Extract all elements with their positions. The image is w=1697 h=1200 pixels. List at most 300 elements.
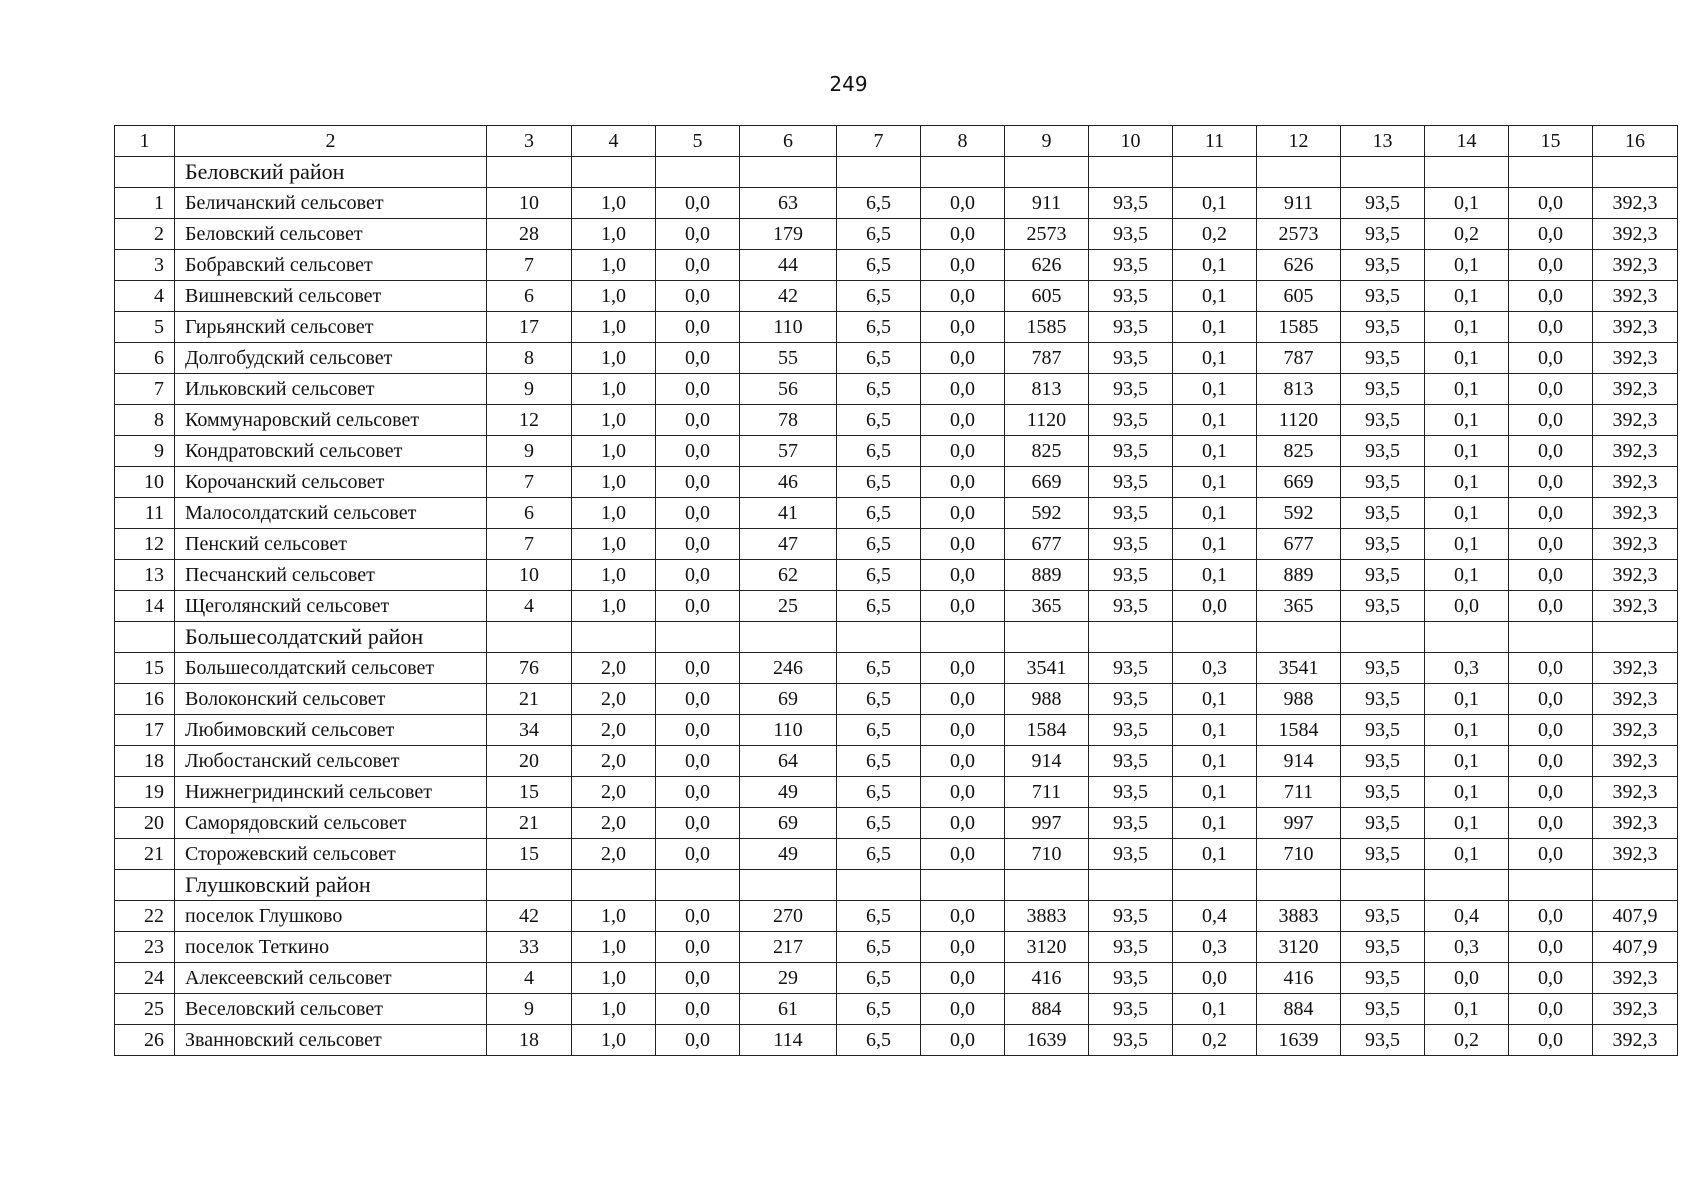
row-number-cell: 6 <box>115 343 175 374</box>
table-row <box>115 343 1678 374</box>
table-cell: 0,0 <box>1509 1025 1593 1056</box>
empty-cell <box>1005 870 1089 901</box>
header-cell-4: 4 <box>572 126 656 157</box>
table-cell: 6,5 <box>837 839 921 870</box>
table-cell: 0,0 <box>656 715 740 746</box>
settlement-name: Волоконский сельсовет <box>175 684 487 715</box>
table-cell: 0,0 <box>921 343 1005 374</box>
table-cell: 0,0 <box>1509 343 1593 374</box>
table-cell: 10 <box>487 188 572 219</box>
header-cell-6: 6 <box>740 126 837 157</box>
table-cell: 6,5 <box>837 343 921 374</box>
empty-cell <box>1089 870 1173 901</box>
table-cell: 0,0 <box>656 250 740 281</box>
empty-cell <box>740 157 837 188</box>
table-cell: 0,0 <box>656 746 740 777</box>
table-row <box>115 777 1678 808</box>
row-number-cell: 19 <box>115 777 175 808</box>
table-cell: 0,0 <box>1509 529 1593 560</box>
table-cell: 0,0 <box>921 715 1005 746</box>
table-cell: 392,3 <box>1593 653 1678 684</box>
table-cell: 0,1 <box>1173 560 1257 591</box>
table-cell: 988 <box>1257 684 1341 715</box>
settlement-name: Званновский сельсовет <box>175 1025 487 1056</box>
row-number-cell: 9 <box>115 436 175 467</box>
table-cell: 57 <box>740 436 837 467</box>
row-number-cell <box>115 157 175 188</box>
table-cell: 0,0 <box>1509 591 1593 622</box>
table-cell: 825 <box>1257 436 1341 467</box>
table-cell: 889 <box>1005 560 1089 591</box>
table-cell: 93,5 <box>1341 839 1425 870</box>
table-cell: 0,0 <box>921 684 1005 715</box>
table-cell: 1,0 <box>572 312 656 343</box>
table-cell: 0,0 <box>1509 653 1593 684</box>
table-cell: 0,0 <box>656 467 740 498</box>
district-row <box>115 622 1678 653</box>
table-row <box>115 963 1678 994</box>
table-cell: 0,0 <box>656 312 740 343</box>
table-cell: 93,5 <box>1089 715 1173 746</box>
table-cell: 61 <box>740 994 837 1025</box>
table-cell: 0,0 <box>1509 715 1593 746</box>
table-cell: 0,0 <box>921 901 1005 932</box>
table-cell: 93,5 <box>1341 436 1425 467</box>
table-row <box>115 560 1678 591</box>
table-cell: 93,5 <box>1341 343 1425 374</box>
table-cell: 0,0 <box>921 436 1005 467</box>
table-cell: 0,0 <box>656 963 740 994</box>
table-cell: 42 <box>740 281 837 312</box>
table-cell: 6,5 <box>837 219 921 250</box>
table-cell: 0,0 <box>1509 405 1593 436</box>
table-cell: 93,5 <box>1341 715 1425 746</box>
table-cell: 6,5 <box>837 312 921 343</box>
table-cell: 93,5 <box>1341 529 1425 560</box>
empty-cell <box>1257 157 1341 188</box>
header-cell-12: 12 <box>1257 126 1341 157</box>
table-cell: 0,0 <box>921 653 1005 684</box>
table-cell: 677 <box>1005 529 1089 560</box>
settlement-name: Любостанский сельсовет <box>175 746 487 777</box>
table-cell: 0,2 <box>1425 1025 1509 1056</box>
row-number-cell: 26 <box>115 1025 175 1056</box>
settlement-name: Веселовский сельсовет <box>175 994 487 1025</box>
table-cell: 93,5 <box>1089 467 1173 498</box>
table-cell: 6 <box>487 498 572 529</box>
table-cell: 2,0 <box>572 777 656 808</box>
table-cell: 93,5 <box>1341 994 1425 1025</box>
table-cell: 21 <box>487 808 572 839</box>
table-cell: 0,0 <box>921 591 1005 622</box>
table-cell: 0,0 <box>1425 963 1509 994</box>
row-number-cell: 16 <box>115 684 175 715</box>
table-cell: 93,5 <box>1089 808 1173 839</box>
empty-cell <box>1173 870 1257 901</box>
table-cell: 884 <box>1005 994 1089 1025</box>
table-cell: 6,5 <box>837 684 921 715</box>
table-cell: 0,0 <box>921 374 1005 405</box>
table-cell: 914 <box>1005 746 1089 777</box>
table-cell: 2,0 <box>572 746 656 777</box>
table-cell: 0,0 <box>921 467 1005 498</box>
table-cell: 1,0 <box>572 467 656 498</box>
table-cell: 6,5 <box>837 281 921 312</box>
row-number-cell: 15 <box>115 653 175 684</box>
table-cell: 110 <box>740 312 837 343</box>
table-cell: 3120 <box>1005 932 1089 963</box>
header-cell-8: 8 <box>921 126 1005 157</box>
table-cell: 93,5 <box>1341 250 1425 281</box>
table-cell: 0,1 <box>1173 374 1257 405</box>
table-cell: 1,0 <box>572 932 656 963</box>
table-cell: 988 <box>1005 684 1089 715</box>
table-cell: 93,5 <box>1341 684 1425 715</box>
settlement-name: Пенский сельсовет <box>175 529 487 560</box>
table-cell: 0,0 <box>656 405 740 436</box>
table-cell: 392,3 <box>1593 746 1678 777</box>
empty-cell <box>1509 870 1593 901</box>
table-cell: 392,3 <box>1593 777 1678 808</box>
table-cell: 0,0 <box>1509 312 1593 343</box>
district-name: Большесолдатский район <box>175 622 487 653</box>
table-cell: 0,0 <box>1509 994 1593 1025</box>
table-cell: 93,5 <box>1089 219 1173 250</box>
table-cell: 6,5 <box>837 188 921 219</box>
table-cell: 0,0 <box>656 560 740 591</box>
table-cell: 9 <box>487 436 572 467</box>
row-number-cell: 13 <box>115 560 175 591</box>
data-table <box>114 125 1678 1056</box>
table-cell: 0,1 <box>1173 436 1257 467</box>
table-cell: 0,0 <box>656 219 740 250</box>
row-number-cell: 1 <box>115 188 175 219</box>
table-cell: 93,5 <box>1341 281 1425 312</box>
table-cell: 1639 <box>1005 1025 1089 1056</box>
table-row <box>115 932 1678 963</box>
table-cell: 0,3 <box>1425 932 1509 963</box>
table-cell: 1639 <box>1257 1025 1341 1056</box>
table-cell: 0,0 <box>656 436 740 467</box>
table-row <box>115 219 1678 250</box>
table-cell: 997 <box>1257 808 1341 839</box>
row-number-cell: 25 <box>115 994 175 1025</box>
table-cell: 2,0 <box>572 715 656 746</box>
table-cell: 2,0 <box>572 808 656 839</box>
table-cell: 270 <box>740 901 837 932</box>
table-cell: 416 <box>1257 963 1341 994</box>
header-cell-3: 3 <box>487 126 572 157</box>
table-cell: 6,5 <box>837 715 921 746</box>
table-cell: 0,1 <box>1173 684 1257 715</box>
table-cell: 0,0 <box>921 777 1005 808</box>
table-cell: 93,5 <box>1341 560 1425 591</box>
table-cell: 710 <box>1257 839 1341 870</box>
settlement-name: Щеголянский сельсовет <box>175 591 487 622</box>
row-number-cell: 17 <box>115 715 175 746</box>
table-cell: 0,1 <box>1173 498 1257 529</box>
table-cell: 0,0 <box>1509 498 1593 529</box>
table-cell: 1120 <box>1257 405 1341 436</box>
table-cell: 0,1 <box>1173 405 1257 436</box>
table-cell: 1,0 <box>572 498 656 529</box>
table-cell: 41 <box>740 498 837 529</box>
header-cell-16: 16 <box>1593 126 1678 157</box>
empty-cell <box>921 870 1005 901</box>
table-cell: 0,0 <box>1509 467 1593 498</box>
table-cell: 64 <box>740 746 837 777</box>
table-cell: 6,5 <box>837 560 921 591</box>
settlement-name: Гирьянский сельсовет <box>175 312 487 343</box>
district-row <box>115 870 1678 901</box>
table-cell: 365 <box>1257 591 1341 622</box>
empty-cell <box>656 622 740 653</box>
table-cell: 0,0 <box>921 405 1005 436</box>
table-cell: 62 <box>740 560 837 591</box>
empty-cell <box>1425 870 1509 901</box>
table-cell: 3541 <box>1005 653 1089 684</box>
settlement-name: Коммунаровский сельсовет <box>175 405 487 436</box>
table-cell: 1120 <box>1005 405 1089 436</box>
settlement-name: Кондратовский сельсовет <box>175 436 487 467</box>
table-cell: 93,5 <box>1089 188 1173 219</box>
table-cell: 0,0 <box>656 343 740 374</box>
table-cell: 605 <box>1005 281 1089 312</box>
table-cell: 0,0 <box>921 188 1005 219</box>
table-cell: 93,5 <box>1089 653 1173 684</box>
table-cell: 0,1 <box>1425 684 1509 715</box>
table-cell: 592 <box>1005 498 1089 529</box>
table-cell: 15 <box>487 839 572 870</box>
table-cell: 0,0 <box>1509 777 1593 808</box>
table-cell: 0,0 <box>1509 374 1593 405</box>
table-cell: 0,1 <box>1173 467 1257 498</box>
table-cell: 0,0 <box>921 963 1005 994</box>
table-cell: 0,0 <box>1173 591 1257 622</box>
table-cell: 0,1 <box>1173 746 1257 777</box>
empty-cell <box>1425 157 1509 188</box>
settlement-name: поселок Теткино <box>175 932 487 963</box>
row-number-cell: 12 <box>115 529 175 560</box>
table-cell: 605 <box>1257 281 1341 312</box>
header-cell-9: 9 <box>1005 126 1089 157</box>
table-cell: 93,5 <box>1341 932 1425 963</box>
table-cell: 6,5 <box>837 436 921 467</box>
table-cell: 6,5 <box>837 1025 921 1056</box>
table-cell: 93,5 <box>1089 932 1173 963</box>
table-row <box>115 188 1678 219</box>
table-cell: 0,0 <box>921 529 1005 560</box>
table-cell: 44 <box>740 250 837 281</box>
table-cell: 93,5 <box>1089 1025 1173 1056</box>
table-cell: 0,0 <box>656 653 740 684</box>
table-cell: 93,5 <box>1089 746 1173 777</box>
table-cell: 179 <box>740 219 837 250</box>
header-cell-1: 1 <box>115 126 175 157</box>
settlement-name: Песчанский сельсовет <box>175 560 487 591</box>
row-number-cell: 21 <box>115 839 175 870</box>
table-cell: 33 <box>487 932 572 963</box>
table-cell: 0,0 <box>1509 808 1593 839</box>
empty-cell <box>1425 622 1509 653</box>
table-cell: 0,0 <box>1509 932 1593 963</box>
settlement-name: Бобравский сельсовет <box>175 250 487 281</box>
table-cell: 93,5 <box>1341 653 1425 684</box>
table-cell: 6,5 <box>837 808 921 839</box>
table-row <box>115 839 1678 870</box>
table-cell: 1,0 <box>572 188 656 219</box>
table-cell: 93,5 <box>1341 901 1425 932</box>
table-cell: 813 <box>1005 374 1089 405</box>
table-cell: 7 <box>487 467 572 498</box>
table-cell: 0,1 <box>1425 715 1509 746</box>
table-cell: 0,3 <box>1425 653 1509 684</box>
header-cell-7: 7 <box>837 126 921 157</box>
table-cell: 93,5 <box>1089 343 1173 374</box>
table-cell: 392,3 <box>1593 963 1678 994</box>
row-number-cell: 10 <box>115 467 175 498</box>
table-cell: 3883 <box>1257 901 1341 932</box>
table-cell: 2573 <box>1257 219 1341 250</box>
table-cell: 592 <box>1257 498 1341 529</box>
table-cell: 0,0 <box>921 1025 1005 1056</box>
table-cell: 392,3 <box>1593 436 1678 467</box>
table-cell: 0,0 <box>1509 684 1593 715</box>
table-cell: 2,0 <box>572 684 656 715</box>
table-cell: 0,0 <box>656 498 740 529</box>
table-cell: 0,3 <box>1173 653 1257 684</box>
table-cell: 93,5 <box>1089 560 1173 591</box>
table-cell: 0,1 <box>1425 498 1509 529</box>
table-cell: 392,3 <box>1593 188 1678 219</box>
table-cell: 0,1 <box>1425 436 1509 467</box>
empty-cell <box>572 157 656 188</box>
district-row <box>115 157 1678 188</box>
table-cell: 0,0 <box>1509 281 1593 312</box>
row-number-cell <box>115 870 175 901</box>
table-cell: 0,1 <box>1425 374 1509 405</box>
table-cell: 0,1 <box>1425 405 1509 436</box>
header-cell-2: 2 <box>175 126 487 157</box>
table-cell: 0,0 <box>656 188 740 219</box>
table-cell: 6,5 <box>837 405 921 436</box>
table-cell: 42 <box>487 901 572 932</box>
table-cell: 49 <box>740 777 837 808</box>
table-cell: 392,3 <box>1593 467 1678 498</box>
table-cell: 407,9 <box>1593 932 1678 963</box>
table-row <box>115 529 1678 560</box>
table-cell: 9 <box>487 374 572 405</box>
table-cell: 4 <box>487 963 572 994</box>
table-row <box>115 312 1678 343</box>
table-cell: 392,3 <box>1593 312 1678 343</box>
empty-cell <box>837 157 921 188</box>
table-cell: 6,5 <box>837 653 921 684</box>
table-cell: 0,2 <box>1173 219 1257 250</box>
table-cell: 392,3 <box>1593 560 1678 591</box>
empty-cell <box>1341 157 1425 188</box>
table-cell: 246 <box>740 653 837 684</box>
table-cell: 392,3 <box>1593 374 1678 405</box>
table-cell: 93,5 <box>1089 436 1173 467</box>
table-cell: 0,1 <box>1425 312 1509 343</box>
table-cell: 911 <box>1005 188 1089 219</box>
table-cell: 0,1 <box>1425 808 1509 839</box>
table-cell: 7 <box>487 529 572 560</box>
table-cell: 0,0 <box>1509 901 1593 932</box>
table-cell: 1,0 <box>572 1025 656 1056</box>
table-cell: 2,0 <box>572 839 656 870</box>
table-cell: 0,0 <box>656 994 740 1025</box>
table-cell: 0,1 <box>1425 250 1509 281</box>
table-cell: 1,0 <box>572 529 656 560</box>
settlement-name: Долгобудский сельсовет <box>175 343 487 374</box>
empty-cell <box>921 622 1005 653</box>
table-cell: 0,0 <box>921 498 1005 529</box>
empty-cell <box>1257 622 1341 653</box>
row-number-cell: 24 <box>115 963 175 994</box>
table-cell: 7 <box>487 250 572 281</box>
empty-cell <box>740 622 837 653</box>
table-cell: 0,0 <box>921 746 1005 777</box>
table-cell: 93,5 <box>1341 188 1425 219</box>
table-row <box>115 467 1678 498</box>
row-number-cell: 3 <box>115 250 175 281</box>
settlement-name: Алексеевский сельсовет <box>175 963 487 994</box>
header-cell-15: 15 <box>1509 126 1593 157</box>
table-cell: 78 <box>740 405 837 436</box>
table-cell: 889 <box>1257 560 1341 591</box>
table-cell: 93,5 <box>1341 591 1425 622</box>
table-cell: 93,5 <box>1089 591 1173 622</box>
table-cell: 0,1 <box>1173 343 1257 374</box>
table-cell: 0,1 <box>1425 839 1509 870</box>
table-cell: 2,0 <box>572 653 656 684</box>
table-cell: 0,0 <box>656 281 740 312</box>
settlement-name: Беличанский сельсовет <box>175 188 487 219</box>
table-cell: 8 <box>487 343 572 374</box>
table-cell: 34 <box>487 715 572 746</box>
table-cell: 392,3 <box>1593 498 1678 529</box>
table-cell: 0,0 <box>656 684 740 715</box>
table-cell: 0,0 <box>656 374 740 405</box>
settlement-name: Малосолдатский сельсовет <box>175 498 487 529</box>
row-number-cell: 20 <box>115 808 175 839</box>
table-cell: 0,0 <box>656 839 740 870</box>
table-cell: 0,1 <box>1425 281 1509 312</box>
table-cell: 884 <box>1257 994 1341 1025</box>
table-cell: 787 <box>1005 343 1089 374</box>
table-cell: 1,0 <box>572 250 656 281</box>
table-cell: 825 <box>1005 436 1089 467</box>
header-row <box>115 126 1678 157</box>
empty-cell <box>1257 870 1341 901</box>
table-cell: 0,0 <box>921 281 1005 312</box>
table-cell: 0,1 <box>1173 994 1257 1025</box>
table-cell: 0,0 <box>921 994 1005 1025</box>
table-cell: 1584 <box>1257 715 1341 746</box>
table-cell: 626 <box>1005 250 1089 281</box>
table-cell: 0,1 <box>1425 777 1509 808</box>
table-cell: 392,3 <box>1593 994 1678 1025</box>
table-row <box>115 746 1678 777</box>
table-cell: 93,5 <box>1089 684 1173 715</box>
table-cell: 392,3 <box>1593 715 1678 746</box>
row-number-cell: 5 <box>115 312 175 343</box>
table-cell: 0,0 <box>1509 219 1593 250</box>
row-number-cell: 11 <box>115 498 175 529</box>
table-cell: 0,1 <box>1425 994 1509 1025</box>
